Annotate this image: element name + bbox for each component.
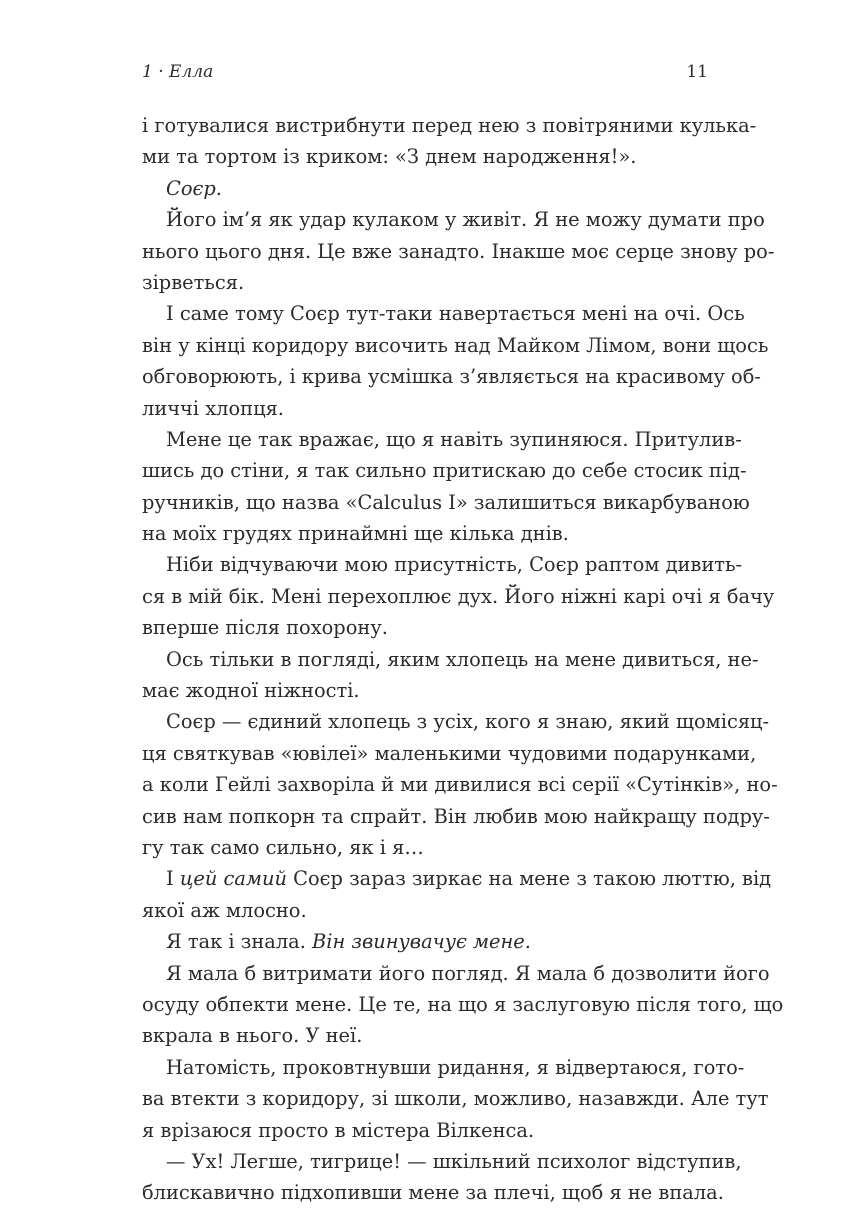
running-head — [142, 62, 708, 86]
text-line: має жодної ніжності. — [142, 679, 360, 703]
text-line: Ніби відчуваючи мою присутність, Соєр раптом дивить- — [166, 553, 743, 577]
text-line: я врізаюся просто в містера Вілкенса. — [142, 1118, 535, 1142]
text-line: ця святкував «ювілеї» маленькими чудовими подарунками, — [142, 741, 757, 765]
text-line — [142, 863, 772, 894]
text-line: ручників, що назва «Calculus I» залишиться викарбуваною — [142, 490, 750, 514]
text-line: ми та тортом із криком: «З днем народження!». — [142, 145, 637, 169]
text-run: І — [166, 867, 180, 891]
text-line: зірветься. — [142, 270, 245, 294]
text-line: сив нам попкорн та спрайт. Він любив мою найкращу подру- — [142, 804, 770, 828]
text-line: вкрала в нього. У неї. — [142, 1024, 363, 1048]
text-line: шись до стіни, я так сильно притискаю до себе стосик під- — [142, 459, 747, 483]
text-line: Мене це так вражає, що я навіть зупиняюся. Притулив- — [166, 427, 742, 451]
text-line: і готувалися вистрибнути перед нею з повітряними кулька- — [142, 114, 757, 137]
text-line: нього цього дня. Це вже занадто. Інакше моє серце знову ро- — [142, 239, 775, 263]
chapter-title: 1 · Елла — [142, 62, 214, 82]
text-line: І саме тому Соєр тут-таки навертається мені на очі. Ось — [166, 302, 745, 326]
text-line: вперше після похорону. — [142, 616, 388, 640]
text-line: якої аж млосно. — [142, 898, 307, 922]
text-line: ва втекти з коридору, зі школи, можливо, назавжди. Але тут — [142, 1087, 769, 1111]
text-line — [142, 173, 708, 204]
italic-text: Він звинувачує мене. — [312, 930, 531, 954]
italic-text: Соєр. — [166, 176, 222, 200]
text-line: Натомість, проковтнувши ридання, я відвертаюся, гото- — [166, 1055, 745, 1079]
text-line: осуду обпекти мене. Це те, на що я заслуговую після того, що — [142, 992, 784, 1016]
text-line: він у кінці коридору височить над Майком Лімом, вони щось — [142, 333, 769, 357]
text-line: — Ух! Легше, тигрице! — шкільний психолог відступив, — [166, 1149, 742, 1173]
text-line: ся в мій бік. Мені перехоплює дух. Його ніжні карі очі я бачу — [142, 584, 775, 608]
text-line: Я мала б витримати його погляд. Я мала б дозволити його — [166, 961, 770, 985]
text-line: обговорюють, і крива усмішка з’являється на красивому об- — [142, 365, 761, 389]
text-run: Соєр зараз зиркає на мене з такою люттю, від — [286, 867, 772, 891]
text-line: а коли Гейлі захворіла й ми дивилися всі серії «Сутінків», но- — [142, 773, 778, 797]
text-line: Ось тільки в погляді, яким хлопець на мене дивиться, не- — [166, 647, 759, 671]
text-line — [142, 926, 708, 957]
text-line: на моїх грудях принаймні ще кілька днів. — [142, 522, 569, 546]
page-number: 11 — [686, 62, 708, 82]
text-line: Соєр — єдиний хлопець з усіх, кого я знаю, який щомісяц- — [166, 710, 770, 734]
italic-text: цей самий — [179, 867, 287, 891]
text-line: гу так само сильно, як і я… — [142, 835, 424, 859]
text-line: Його ім’я як удар кулаком у живіт. Я не можу думати про — [166, 208, 765, 232]
text-run: Я так і знала. — [166, 930, 313, 954]
text-line: блискавично підхопивши мене за плечі, щоб я не впала. — [142, 1181, 724, 1205]
body-text — [142, 110, 784, 1209]
text-line: личчі хлопця. — [142, 396, 284, 420]
